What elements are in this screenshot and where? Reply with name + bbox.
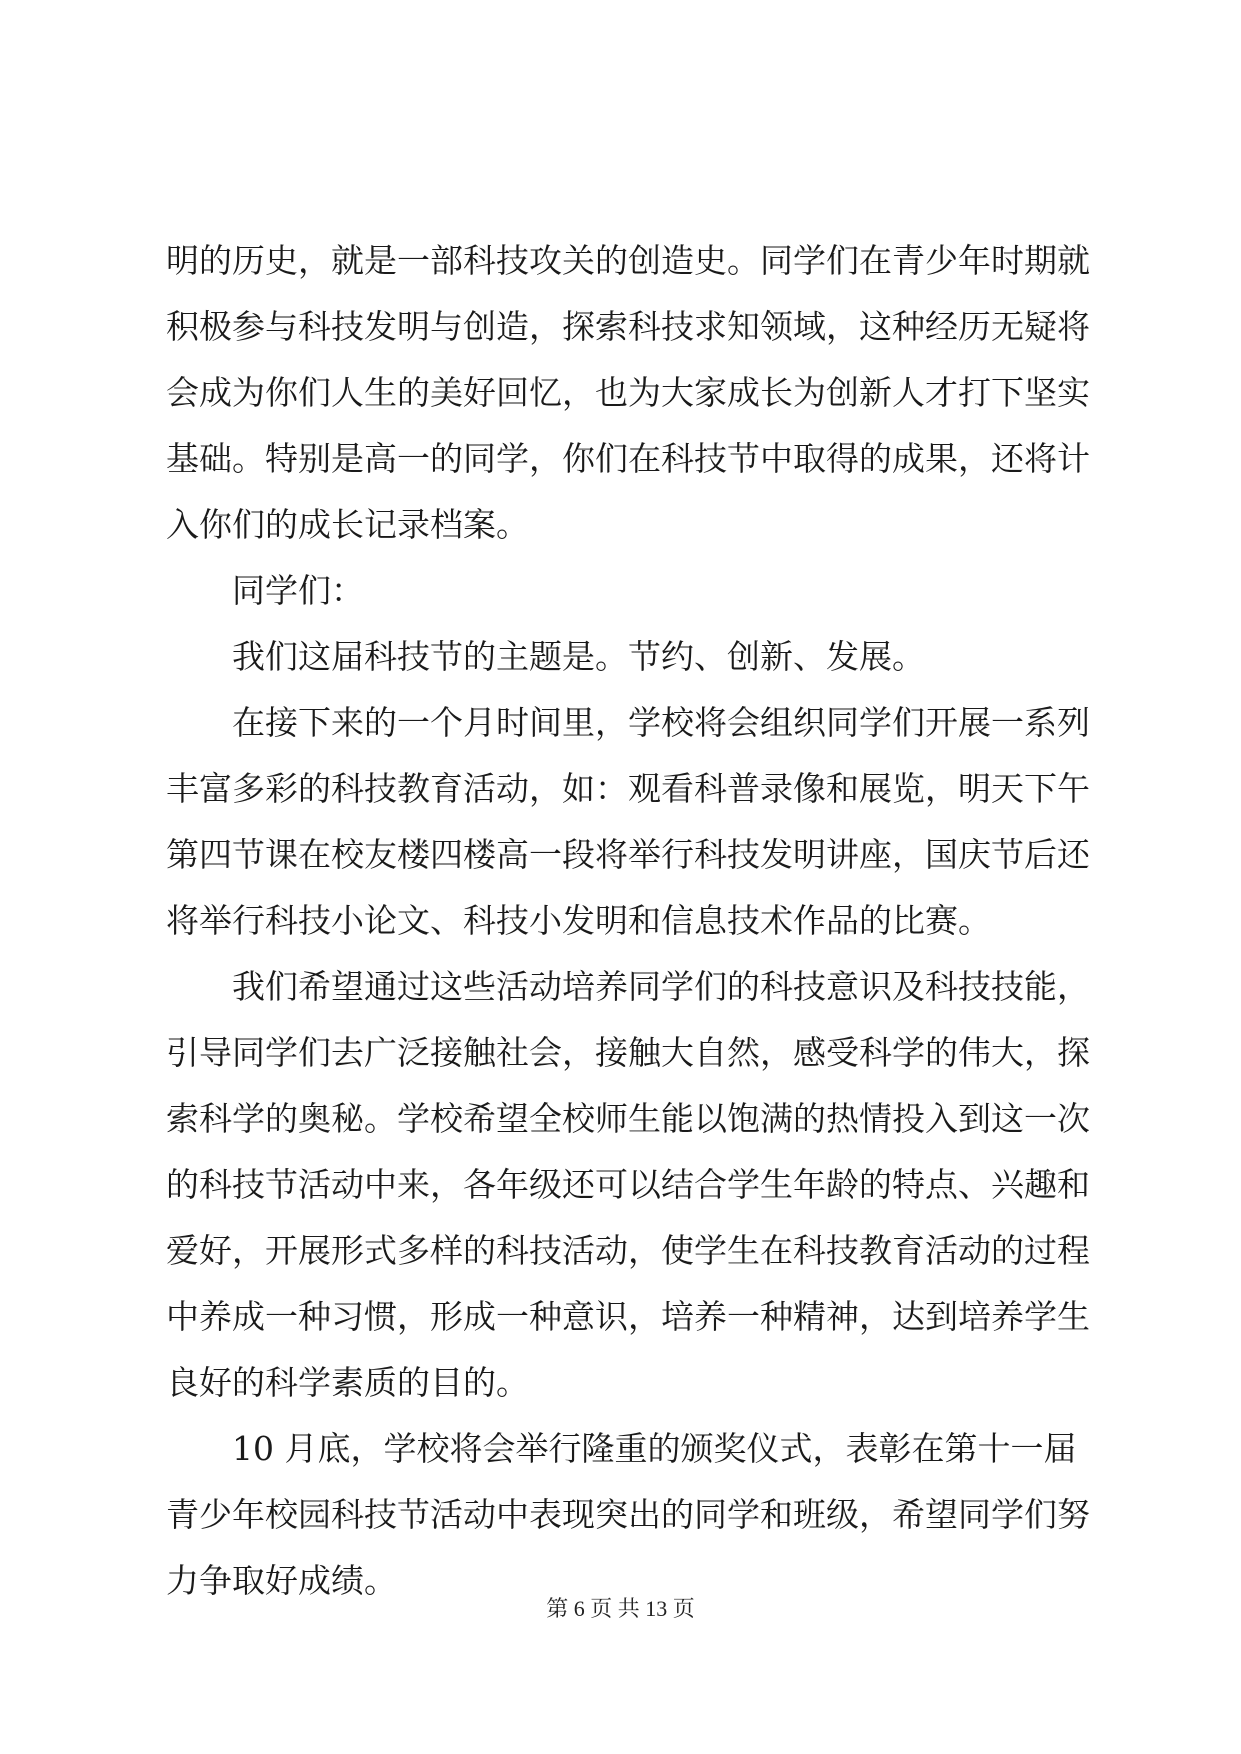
paragraph-line: 良好的科学素质的目的。 bbox=[166, 1363, 529, 1402]
paragraph-line: 在接下来的一个月时间里，学校将会组织同学们开展一系列 bbox=[232, 703, 1090, 742]
paragraph-line: 力争取好成绩。 bbox=[166, 1561, 397, 1600]
paragraph-line: 中养成一种习惯，形成一种意识，培养一种精神，达到培养学生 bbox=[166, 1297, 1090, 1336]
paragraph-line: 基础。特别是高一的同学，你们在科技节中取得的成果，还将计 bbox=[166, 439, 1090, 478]
salutation-line: 同学们： bbox=[232, 571, 364, 610]
paragraph-line: 将举行科技小论文、科技小发明和信息技术作品的比赛。 bbox=[166, 901, 991, 940]
paragraph-line: 入你们的成长记录档案。 bbox=[166, 505, 529, 544]
paragraph-line: 的科技节活动中来，各年级还可以结合学生年龄的特点、兴趣和 bbox=[166, 1165, 1090, 1204]
page-number-footer: 第 6 页 共 13 页 bbox=[546, 1596, 695, 1621]
paragraph-line: 第四节课在校友楼四楼高一段将举行科技发明讲座，国庆节后还 bbox=[166, 835, 1090, 874]
paragraph-line: 索科学的奥秘。学校希望全校师生能以饱满的热情投入到这一次 bbox=[166, 1099, 1090, 1138]
paragraph-line: 引导同学们去广泛接触社会，接触大自然，感受科学的伟大，探 bbox=[166, 1033, 1090, 1072]
paragraph-line: 明的历史，就是一部科技攻关的创造史。同学们在青少年时期就 bbox=[166, 241, 1090, 280]
paragraph-line: 爱好，开展形式多样的科技活动，使学生在科技教育活动的过程 bbox=[166, 1231, 1090, 1270]
paragraph-line: 我们这届科技节的主题是。节约、创新、发展。 bbox=[232, 637, 925, 676]
paragraph-line: 10 月底，学校将会举行隆重的颁奖仪式，表彰在第十一届 bbox=[232, 1429, 1077, 1468]
paragraph-line: 青少年校园科技节活动中表现突出的同学和班级，希望同学们努 bbox=[166, 1495, 1090, 1534]
paragraph-line: 会成为你们人生的美好回忆，也为大家成长为创新人才打下坚实 bbox=[166, 373, 1090, 412]
paragraph-line: 丰富多彩的科技教育活动，如：观看科普录像和展览，明天下午 bbox=[166, 769, 1090, 808]
document-body bbox=[166, 228, 1090, 1614]
paragraph-line: 积极参与科技发明与创造，探索科技求知领域，这种经历无疑将 bbox=[166, 307, 1090, 346]
paragraph-line: 我们希望通过这些活动培养同学们的科技意识及科技技能， bbox=[232, 967, 1090, 1006]
